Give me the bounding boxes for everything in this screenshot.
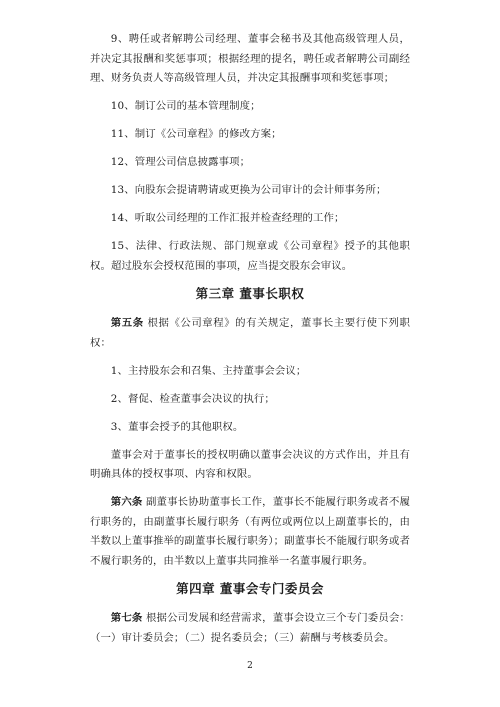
article-7-text: 根据公司发展和经营需求，董事会设立三个专门委员会：（一）审计委员会；（二）提名委员会；（三）薪酬与考核委员会。 [90, 612, 410, 644]
item-13: 13、向股东会提请聘请或更换为公司审计的会计师事务所； [110, 184, 387, 196]
article-5-text: 根据《公司章程》的有关规定，董事长主要行使下列职权： [90, 317, 410, 349]
item-15: 15、法律、行政法规、部门规章或《公司章程》授予的其他职权。超过股东会授权范围的事项，应当提交股东会审议。 [90, 240, 410, 272]
chairman-item-3: 3、董事会授予的其他职权。 [110, 420, 244, 433]
chairman-item-2: 2、督促、检查董事会决议的执行； [110, 392, 275, 405]
item-10: 10、制订公司的基本管理制度； [110, 100, 261, 112]
chairman-item-1: 1、主持股东会和召集、主持董事会会议； [110, 364, 307, 377]
article-5-label: 第五条 [110, 317, 144, 329]
item-11: 11、制订《公司章程》的修改方案； [110, 128, 282, 140]
article-5 [90, 314, 410, 353]
document-body [90, 30, 410, 657]
article-6-text: 副董事长协助董事长工作，董事长不能履行职务或者不履行职务的，由副董事长履行职务（有两位或两位以上副董事长的，由半数以上董事推举的副董事长履行职务）；副董事长不能履行职务或者不履行职务的，由半数以上董事共同推举一名董事履行职务。 [90, 496, 411, 567]
chapter-3-heading: 第三章 董事长职权 [195, 286, 305, 301]
authorization-paragraph: 董事会对于董事长的授权明确以董事会决议的方式作出，并且有明确具体的授权事项、内容和权限。 [90, 448, 410, 480]
item-14: 14、听取公司经理的工作汇报并检查经理的工作； [110, 212, 345, 224]
page-number: 2 [247, 661, 253, 671]
item-9: 9、聘任或者解聘公司经理、董事会秘书及其他高级管理人员，并决定其报酬和奖惩事项；根据经理的提名，聘任或者解聘公司副经理、财务负责人等高级管理人员，并决定其报酬事项和奖惩事项； [90, 33, 410, 84]
article-6-label: 第六条 [110, 496, 143, 508]
article-7-label: 第七条 [110, 612, 143, 624]
article-6 [90, 493, 410, 571]
chapter-4-heading: 第四章 董事会专门委员会 [176, 581, 324, 596]
article-7 [90, 609, 410, 648]
item-12: 12、管理公司信息披露事项； [110, 156, 251, 168]
